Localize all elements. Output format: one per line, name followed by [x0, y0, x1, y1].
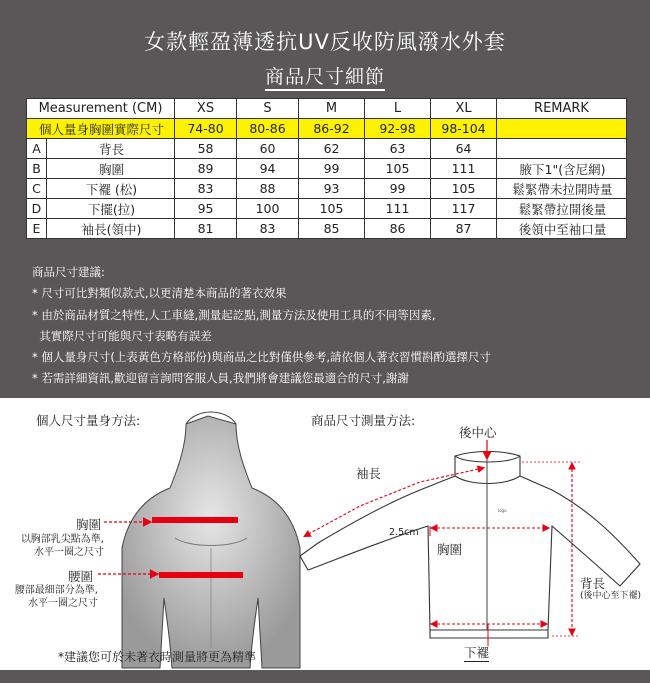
- back-length-label: 背長: [580, 576, 606, 591]
- table-cell: 95: [175, 199, 237, 219]
- row-letter: C: [27, 179, 47, 199]
- note-line: * 尺寸可比對類似款式,以更清楚本商品的著衣效果: [32, 286, 287, 301]
- note-line: * 個人量身尺寸(上表黃色方格部份)與商品之比對僅供參考,請依個人著衣習慣斟酌選擇尺寸: [32, 350, 492, 365]
- table-cell: 89: [175, 159, 237, 179]
- table-row: [27, 139, 627, 159]
- table-cell: 86: [365, 219, 431, 239]
- table-cell: 85: [299, 219, 365, 239]
- table-cell: [497, 139, 627, 159]
- product-measure-title: 商品尺寸測量方法:: [311, 413, 416, 428]
- footer-bar: [0, 670, 650, 683]
- chest-measure-label: 胸圍: [437, 542, 463, 557]
- table-cell: 83: [175, 179, 237, 199]
- size-notes: [32, 262, 491, 390]
- highlight-row: [27, 119, 627, 139]
- body-measure-title: 個人尺寸量身方法:: [36, 413, 141, 428]
- section-subtitle: 商品尺寸細節: [0, 62, 650, 89]
- waist-label: 腰圍: [68, 569, 94, 584]
- table-cell: 98-104: [431, 119, 497, 139]
- table-cell: 下襬 (松): [47, 179, 175, 199]
- table-header-cell: L: [365, 99, 431, 119]
- table-cell: 64: [431, 139, 497, 159]
- torso-silhouette: [122, 412, 300, 668]
- table-cell: 93: [299, 179, 365, 199]
- table-header-cell: XS: [175, 99, 237, 119]
- table-header-cell: M: [299, 99, 365, 119]
- row-letter: D: [27, 199, 47, 219]
- row-letter: E: [27, 219, 47, 239]
- measure-footnote: *建議您可於未著衣時測量將更為精準: [58, 650, 257, 664]
- table-cell: 個人量身胸圍實際尺寸: [27, 119, 175, 139]
- table-cell: 60: [237, 139, 299, 159]
- table-cell: 99: [365, 179, 431, 199]
- table-cell: [497, 119, 627, 139]
- jacket-outline: [300, 452, 640, 639]
- notes-heading: 商品尺寸建議:: [32, 265, 105, 279]
- table-cell: 105: [431, 179, 497, 199]
- note-line: * 若需詳細資訊,歡迎留言詢問客服人員,我們將會建議您最適合的尺寸,謝謝: [32, 371, 409, 386]
- table-header-cell: XL: [431, 99, 497, 119]
- table-cell: 袖長(領中): [47, 219, 175, 239]
- offset-label: 2.5cm: [389, 527, 419, 538]
- sleeve-label: 袖長: [356, 466, 382, 481]
- table-cell: 105: [365, 159, 431, 179]
- waist-band: [159, 572, 243, 578]
- table-cell: 87: [431, 219, 497, 239]
- table-cell: 92-98: [365, 119, 431, 139]
- back-center-label: 後中心: [459, 425, 497, 440]
- table-cell: 83: [237, 219, 299, 239]
- table-row: [27, 219, 627, 239]
- table-cell: 背長: [47, 139, 175, 159]
- waist-desc: 腰部最細部分為準, 水平一圈之尺寸: [14, 585, 98, 609]
- table-cell: 80-86: [237, 119, 299, 139]
- table-cell: 胸圍: [47, 159, 175, 179]
- table-row: [27, 159, 627, 179]
- table-cell: 100: [237, 199, 299, 219]
- table-cell: 腋下1"(含尼網): [497, 159, 627, 179]
- table-cell: 鬆緊帶未拉開時量: [497, 179, 627, 199]
- chest-label: 胸圍: [76, 517, 102, 532]
- row-letter: B: [27, 159, 47, 179]
- chest-band: [152, 517, 238, 523]
- table-header-row: [27, 99, 627, 119]
- table-header-cell: REMARK: [497, 99, 627, 119]
- table-cell: 94: [237, 159, 299, 179]
- table-cell: 後領中至袖口量: [497, 219, 627, 239]
- table-cell: 58: [175, 139, 237, 159]
- table-cell: 鬆緊帶拉開後量: [497, 199, 627, 219]
- table-header-cell: S: [237, 99, 299, 119]
- table-cell: 88: [237, 179, 299, 199]
- chest-desc: 以胸部乳尖點為準, 水平一圈之尺寸: [20, 534, 104, 558]
- table-cell: 99: [299, 159, 365, 179]
- table-cell: 86-92: [299, 119, 365, 139]
- jacket-logo: logo: [498, 508, 507, 513]
- back-length-desc: (後中心至下襬): [580, 591, 642, 601]
- product-title: 女款輕盈薄透抗UV反收防風潑水外套: [144, 30, 506, 54]
- table-row: [27, 179, 627, 199]
- table-cell: 111: [431, 159, 497, 179]
- table-row: [27, 199, 627, 219]
- hem-label: 下襬: [464, 645, 490, 660]
- table-header-cell: Measurement (CM): [27, 99, 175, 119]
- table-cell: 74-80: [175, 119, 237, 139]
- table-cell: 81: [175, 219, 237, 239]
- note-line: * 由於商品材質之特性,人工車縫,測量起訖點,測量方法及使用工具的不同等因素,: [32, 307, 436, 322]
- table-cell: 62: [299, 139, 365, 159]
- size-table: [26, 98, 627, 239]
- table-cell: 下擺(拉): [47, 199, 175, 219]
- row-letter: A: [27, 139, 47, 159]
- note-line: 其實際尺寸可能與尺寸表略有誤差: [32, 328, 212, 343]
- table-cell: 117: [431, 199, 497, 219]
- table-cell: 105: [299, 199, 365, 219]
- table-cell: 111: [365, 199, 431, 219]
- table-cell: 63: [365, 139, 431, 159]
